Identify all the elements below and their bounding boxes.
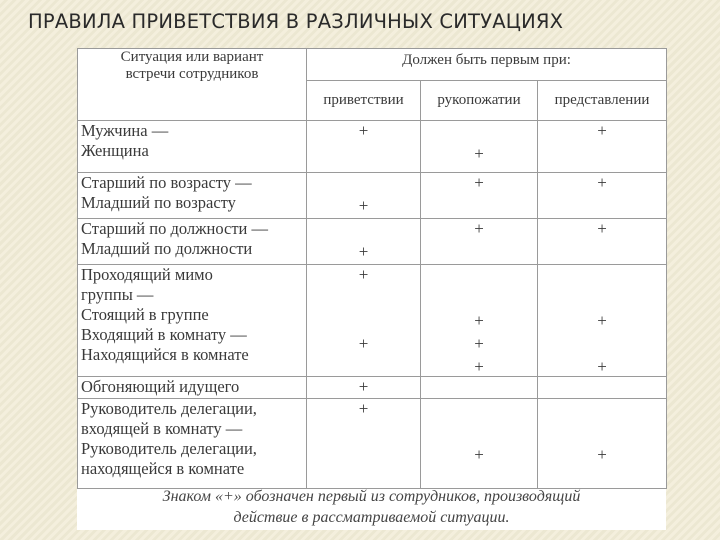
plus-mark: + xyxy=(474,173,484,192)
situation-line: Руководитель делегации, xyxy=(81,439,257,458)
greeting-rules-table xyxy=(77,48,667,489)
introduction-mark-cell xyxy=(538,265,667,377)
header-col-greeting: приветствии xyxy=(307,81,421,121)
greeting-mark-cell xyxy=(307,265,421,377)
introduction-mark-cell xyxy=(538,399,667,489)
plus-mark: + xyxy=(474,445,484,464)
greeting-mark-cell xyxy=(307,121,421,173)
plus-mark: + xyxy=(474,144,484,163)
plus-mark: + xyxy=(597,173,607,192)
plus-mark: + xyxy=(474,334,484,353)
situation-line: Младший по возрасту xyxy=(81,193,236,212)
situation-line: входящей в комнату — xyxy=(81,419,243,438)
situation-line: Старший по должности — xyxy=(81,219,269,238)
situation-line: Руководитель делегации, xyxy=(81,399,257,418)
table-row xyxy=(78,219,667,265)
table-row xyxy=(78,173,667,219)
plus-mark: + xyxy=(597,311,607,330)
situation-line: Мужчина — xyxy=(81,121,169,140)
greeting-mark-cell xyxy=(307,219,421,265)
plus-mark: + xyxy=(358,242,369,261)
plus-mark: + xyxy=(474,311,484,330)
situation-line: Женщина xyxy=(81,141,149,160)
table-row xyxy=(78,265,667,377)
table-row xyxy=(78,399,667,489)
plus-mark: + xyxy=(358,377,369,396)
plus-mark: + xyxy=(597,357,607,376)
plus-mark: + xyxy=(597,219,607,238)
situation-line: Проходящий мимо xyxy=(81,265,213,284)
plus-mark: + xyxy=(474,357,484,376)
situation-line: Стоящий в группе xyxy=(81,305,209,324)
situation-line: группы — xyxy=(81,285,154,304)
rules-table-panel xyxy=(77,48,666,530)
handshake-mark-cell xyxy=(421,173,538,219)
handshake-mark-cell xyxy=(421,121,538,173)
handshake-mark-cell xyxy=(421,399,538,489)
header-situation-line: встречи сотрудников xyxy=(125,66,259,82)
greeting-mark-cell xyxy=(307,173,421,219)
plus-mark: + xyxy=(358,121,369,140)
plus-mark: + xyxy=(474,219,484,238)
handshake-mark-cell xyxy=(421,265,538,377)
page-title: ПРАВИЛА ПРИВЕТСТВИЯ В РАЗЛИЧНЫХ СИТУАЦИЯХ xyxy=(28,10,564,33)
situation-line: Находящийся в комнате xyxy=(81,345,249,364)
situation-cell xyxy=(78,377,307,399)
footnote xyxy=(77,486,666,528)
introduction-mark-cell xyxy=(538,219,667,265)
footnote-line: Знаком «+» обозначен первый из сотрудников, производящий xyxy=(162,488,581,505)
situation-line: Младший по должности xyxy=(81,239,253,258)
situation-cell xyxy=(78,265,307,377)
plus-mark: + xyxy=(358,265,369,284)
plus-mark: + xyxy=(358,196,369,215)
handshake-mark-cell xyxy=(421,219,538,265)
header-group: Должен быть первым при: xyxy=(307,49,667,81)
introduction-mark-cell xyxy=(538,377,667,399)
table-row xyxy=(78,377,667,399)
plus-mark: + xyxy=(597,445,607,464)
header-situation xyxy=(78,49,307,121)
situation-line: находящейся в комнате xyxy=(81,459,245,478)
situation-cell xyxy=(78,219,307,265)
header-col-introduction: представлении xyxy=(538,81,667,121)
greeting-mark-cell xyxy=(307,377,421,399)
header-col-handshake: рукопожатии xyxy=(421,81,538,121)
situation-cell xyxy=(78,121,307,173)
situation-line: Входящий в комнату — xyxy=(81,325,247,344)
situation-line: Старший по возрасту — xyxy=(81,173,252,192)
header-situation-line: Ситуация или вариант xyxy=(120,49,264,65)
plus-mark: + xyxy=(358,334,369,353)
situation-line: Обгоняющий идущего xyxy=(81,377,240,396)
greeting-mark-cell xyxy=(307,399,421,489)
situation-cell xyxy=(78,173,307,219)
table-row xyxy=(78,121,667,173)
introduction-mark-cell xyxy=(538,173,667,219)
situation-cell xyxy=(78,399,307,489)
introduction-mark-cell xyxy=(538,121,667,173)
handshake-mark-cell xyxy=(421,377,538,399)
footnote-line: действие в рассматриваемой ситуации. xyxy=(233,509,510,526)
plus-mark: + xyxy=(597,121,607,140)
plus-mark: + xyxy=(358,399,369,418)
